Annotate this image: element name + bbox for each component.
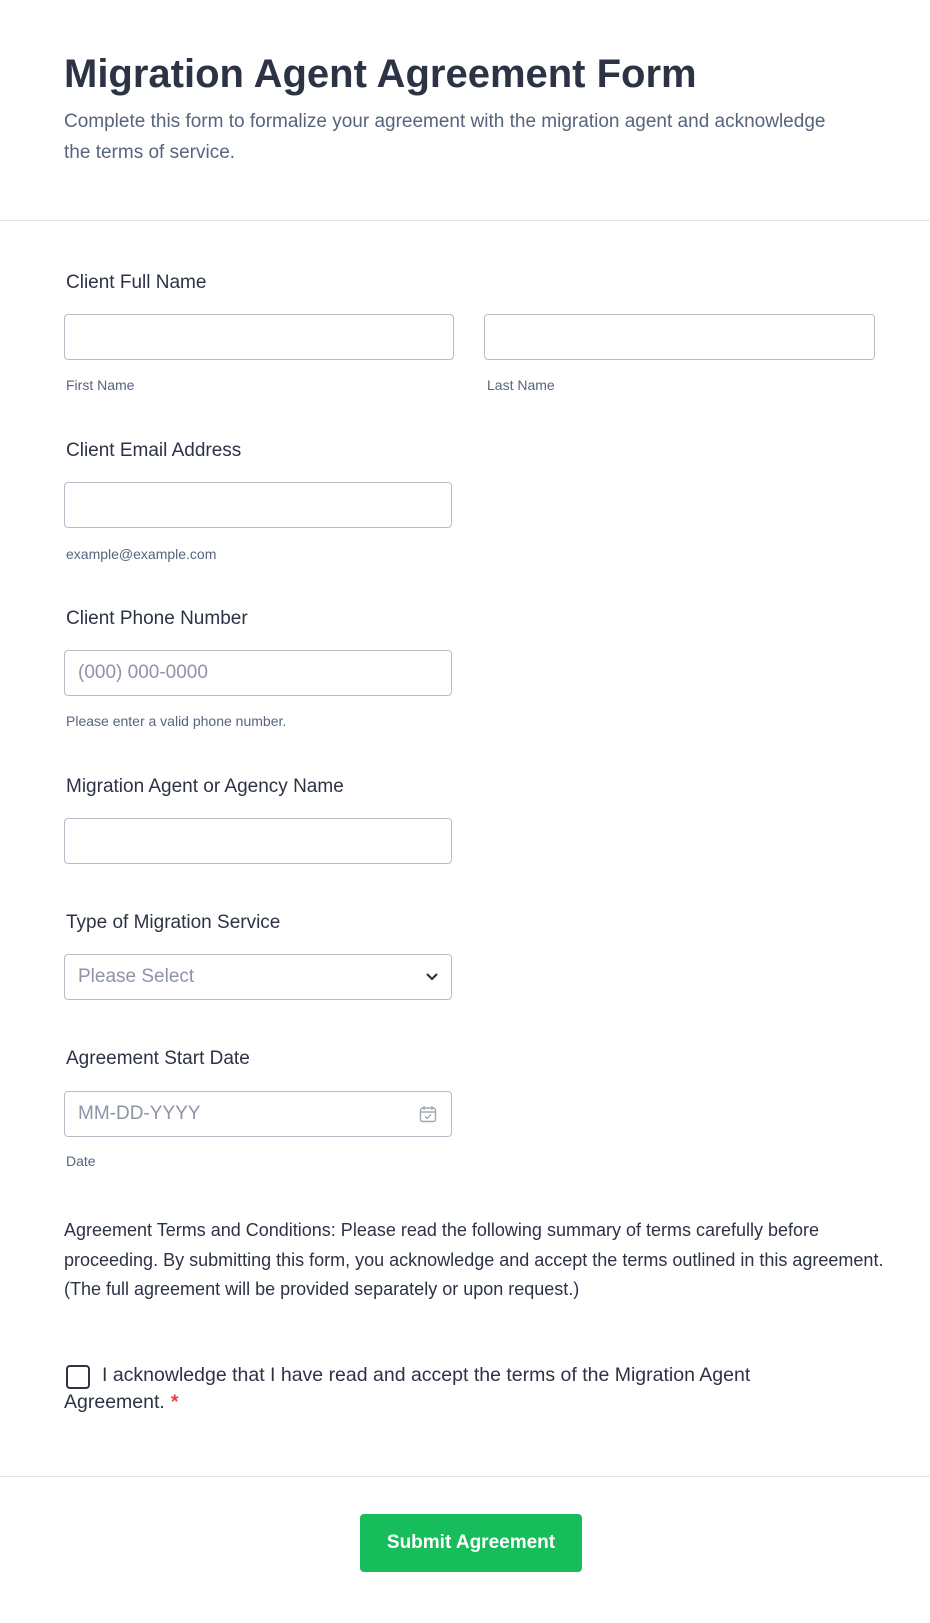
phone-sublabel: Please enter a valid phone number. (66, 713, 287, 729)
first-name-sublabel: First Name (66, 377, 135, 393)
calendar-icon[interactable] (419, 1105, 437, 1123)
full-name-label: Client Full Name (66, 272, 207, 293)
date-placeholder: MM-DD-YYYY (78, 1103, 201, 1124)
first-name-input[interactable] (64, 314, 454, 360)
agent-name-input[interactable] (64, 818, 452, 864)
header-divider (0, 220, 930, 221)
chevron-down-icon (425, 972, 439, 982)
terms-text: Agreement Terms and Conditions: Please read the following summary of terms carefully before proceeding. By submitting this form, you acknowledge and accept the terms outlined in this agreement. (The full agreement will be provided separately or upon request.) (64, 1220, 884, 1299)
phone-input[interactable] (64, 650, 452, 696)
phone-placeholder: (000) 000-0000 (78, 662, 208, 683)
service-label: Type of Migration Service (66, 912, 281, 933)
last-name-input[interactable] (484, 314, 875, 360)
email-input[interactable] (64, 482, 452, 528)
required-asterisk: * (170, 1391, 179, 1413)
service-selected: Please Select (78, 966, 195, 987)
email-sublabel: example@example.com (66, 546, 217, 562)
page-subtitle: Complete this form to formalize your agreement with the migration agent and acknowledge the terms of service. (64, 111, 826, 163)
agent-label: Migration Agent or Agency Name (66, 776, 344, 797)
submit-button[interactable]: Submit Agreement (360, 1514, 582, 1572)
start-date-input[interactable] (64, 1091, 452, 1137)
footer-divider (0, 1476, 930, 1477)
start-date-label: Agreement Start Date (66, 1048, 250, 1069)
acknowledge-text: I acknowledge that I have read and accept the terms of the Migration Agent Agreement. (64, 1364, 751, 1413)
date-sublabel: Date (66, 1153, 96, 1169)
last-name-sublabel: Last Name (487, 377, 555, 393)
page-title: Migration Agent Agreement Form (64, 52, 697, 96)
phone-label: Client Phone Number (66, 608, 248, 629)
service-select[interactable] (64, 954, 452, 1000)
email-label: Client Email Address (66, 440, 242, 461)
acknowledge-label[interactable] (64, 1362, 824, 1416)
